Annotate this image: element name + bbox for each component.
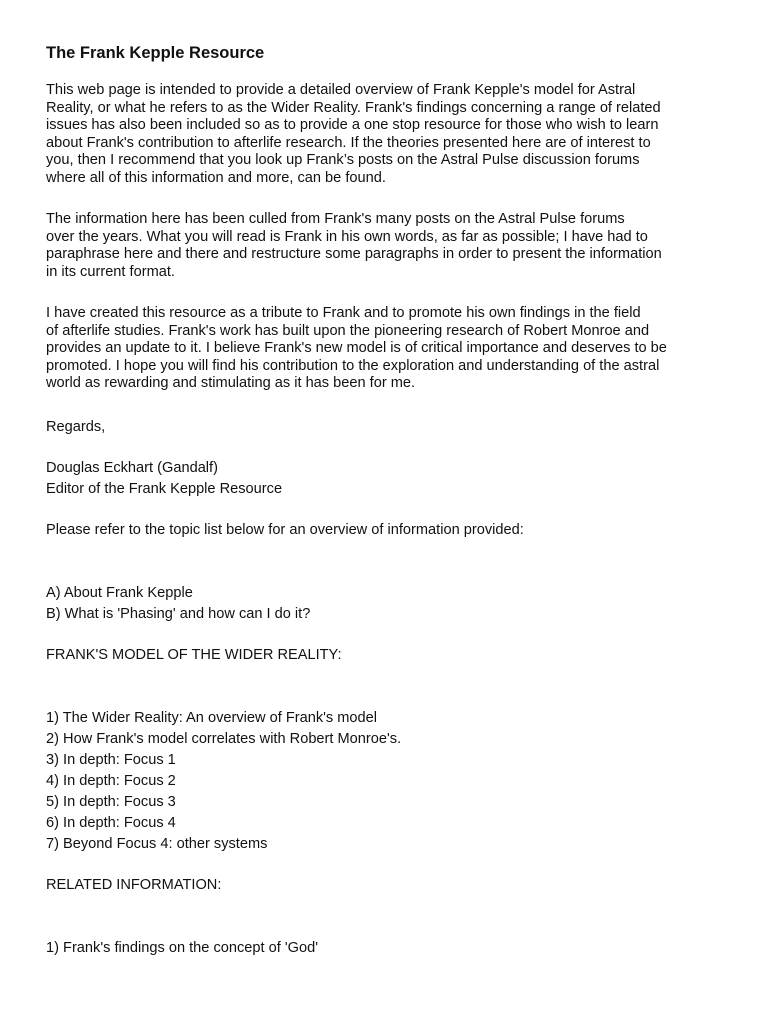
text-line: where all of this information and more, can be found. [46, 169, 386, 186]
page-title: The Frank Kepple Resource [46, 44, 265, 62]
document-page [46, 43, 726, 959]
text-line: you, then I recommend that you look up Frank’s posts on the Astral Pulse discussion forums [46, 152, 640, 168]
list-item: A) About Frank Kepple [46, 584, 193, 601]
signature-name: Douglas Eckhart (Gandalf) [46, 459, 218, 476]
signature-role: Editor of the Frank Kepple Resource [46, 480, 283, 497]
text-line: Reality, or what he refers to as the Wider Reality. Frank's findings concerning a range of related [46, 99, 661, 116]
topic-list-related [46, 938, 726, 959]
list-item: 6) In depth: Focus 4 [46, 814, 176, 831]
text-line: promoted. I hope you will find his contribution to the exploration and understanding of the astral [46, 357, 660, 374]
text-line: paraphrase here and there and restructure some paragraphs in order to present the information [46, 246, 662, 262]
text-line: provides an update to it. I believe Frank's new model is of critical importance and deserves to be [46, 340, 667, 356]
related-heading: RELATED INFORMATION: [46, 876, 222, 893]
text-line: I have created this resource as a tribute to Frank and to promote his own findings in the field [46, 305, 641, 321]
text-line: This web page is intended to provide a detailed overview of Frank Kepple's model for Astral [46, 82, 636, 98]
text-line: in its current format. [46, 263, 175, 280]
regards-text: Regards, [46, 418, 106, 435]
topic-list-model [46, 708, 726, 855]
text-line: world as rewarding and stimulating as it has been for me. [46, 375, 416, 391]
text-line: The information here has been culled from Frank's many posts on the Astral Pulse forums [46, 211, 625, 227]
list-item: 7) Beyond Focus 4: other systems [46, 835, 268, 852]
refer-text: Please refer to the topic list below for an overview of information provided: [46, 521, 524, 538]
text-line: issues has also been included so as to provide a one stop resource for those who wish to learn [46, 117, 659, 133]
list-item: 4) In depth: Focus 2 [46, 772, 176, 789]
text-line: about Frank's contribution to afterlife research. If the theories presented here are of interest to [46, 134, 651, 151]
list-item: 1) Frank's findings on the concept of 'God' [46, 939, 319, 956]
list-item: B) What is 'Phasing' and how can I do it? [46, 605, 311, 622]
text-line: of afterlife studies. Frank's work has built upon the pioneering research of Robert Monroe and [46, 322, 650, 339]
signature-block [46, 458, 726, 500]
topic-list-general [46, 583, 726, 625]
intro-paragraph-3 [46, 305, 726, 393]
intro-paragraph-2 [46, 211, 726, 281]
list-item: 3) In depth: Focus 1 [46, 751, 176, 768]
list-item: 5) In depth: Focus 3 [46, 793, 176, 810]
model-heading: FRANK'S MODEL OF THE WIDER REALITY: [46, 646, 342, 663]
list-item: 2) How Frank's model correlates with Robert Monroe's. [46, 730, 402, 747]
intro-paragraph-1 [46, 82, 726, 187]
text-line: over the years. What you will read is Frank in his own words, as far as possible; I have had to [46, 228, 648, 245]
list-item: 1) The Wider Reality: An overview of Frank's model [46, 709, 378, 726]
